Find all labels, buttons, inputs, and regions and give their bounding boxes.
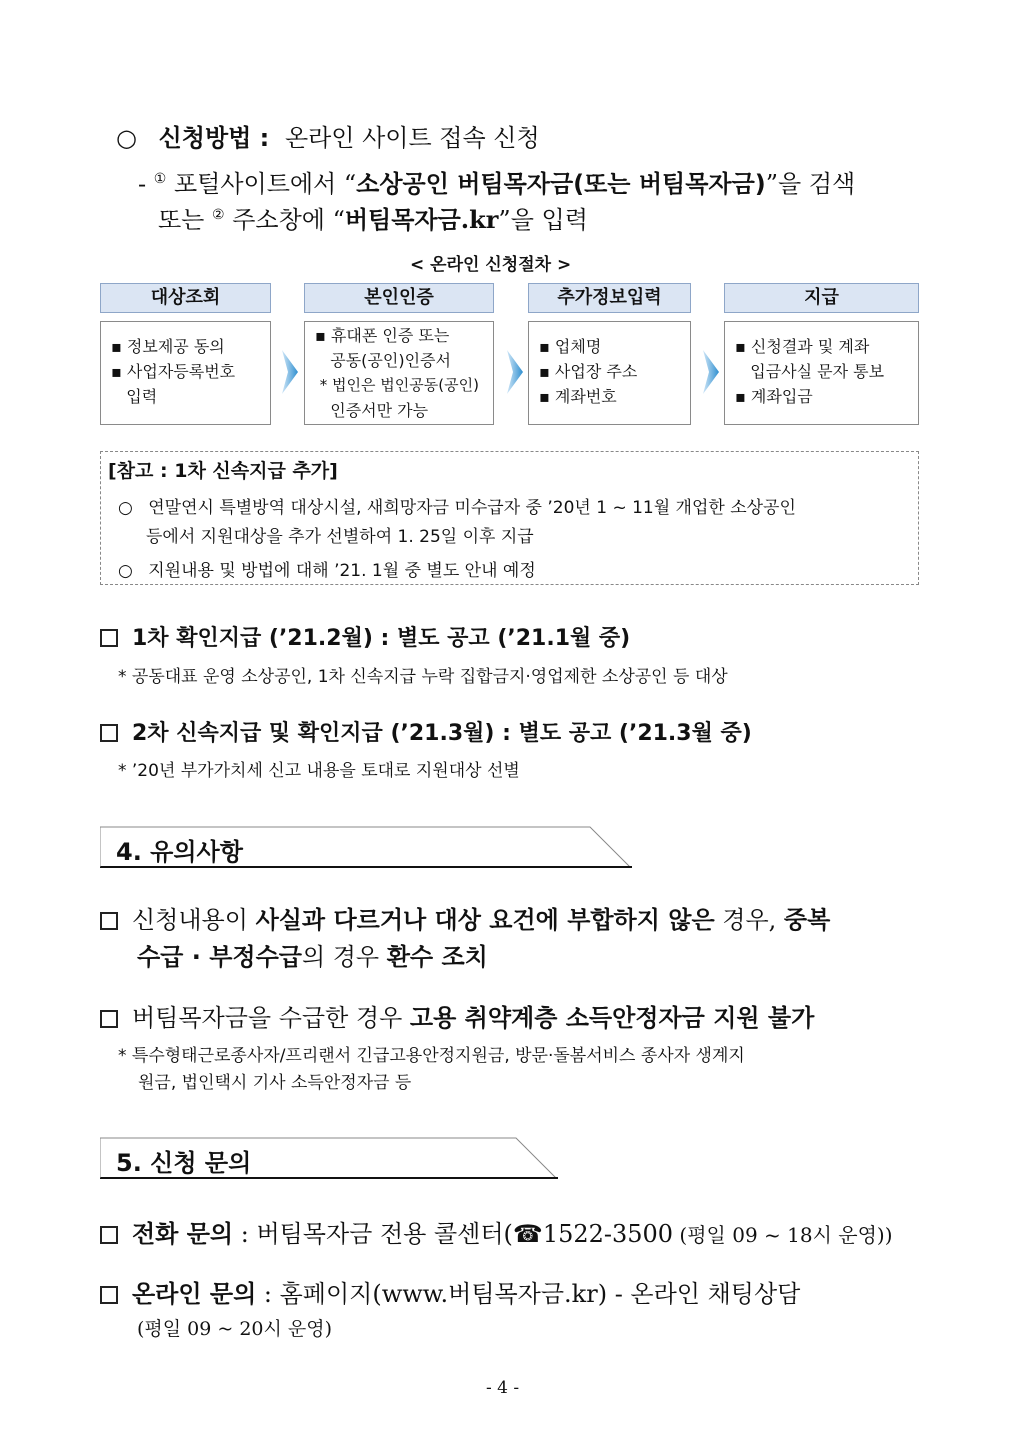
method-detail-text: 또는 bbox=[158, 206, 205, 234]
confirm2-note: * ’20년 부가가치세 신고 내용을 토대로 지원대상 선별 bbox=[118, 761, 520, 781]
step-line: ▪ 정보제공 동의 bbox=[111, 337, 225, 356]
text-bold: 환수 조치 bbox=[386, 943, 488, 971]
section4-item2-note-cont: 원금, 법인택시 기사 소득안정자금 등 bbox=[138, 1073, 412, 1093]
text-bold: 수급 · 부정수급 bbox=[137, 943, 302, 971]
phone-inquiry bbox=[100, 1214, 893, 1249]
online-hours: (평일 09 ~ 20시 운영) bbox=[137, 1318, 333, 1340]
online-label: 온라인 문의 bbox=[132, 1280, 257, 1308]
phone-hours: (평일 09 ~ 18시 운영)) bbox=[673, 1223, 893, 1247]
search-keyword: 소상공인 버팀목자금(또는 버팀목자금) bbox=[356, 170, 766, 198]
circled-two: ② bbox=[212, 207, 225, 223]
confirm2-title: 2차 신속지급 및 확인지급 (’21.3월) : 별도 공고 (’21.3월 중) bbox=[132, 721, 752, 746]
note-item-text: 연말연시 특별방역 대상시설, 새희망자금 미수급자 중 ’20년 1 ~ 11월 개업한 소상공인 bbox=[148, 498, 796, 518]
bullet-circle: ○ bbox=[118, 498, 133, 518]
step-head-2: 본인인증 bbox=[304, 283, 494, 313]
section4-item2-note: * 특수형태근로종사자/프리랜서 긴급고용안정지원금, 방문·돌봄서비스 종사자 생계지 bbox=[118, 1046, 745, 1066]
text-bold: 사실과 다르거나 대상 요건에 부합하지 않은 bbox=[255, 906, 715, 934]
step-line: 인증서만 가능 bbox=[315, 401, 429, 420]
section4-header bbox=[100, 826, 632, 870]
confirm1-note: * 공동대표 운영 소상공인, 1차 신속지급 누락 집합금지·영업제한 소상공인 등 대상 bbox=[118, 667, 728, 687]
checkbox-square-icon bbox=[100, 724, 118, 742]
method-label: 신청방법 : bbox=[158, 124, 270, 152]
method-line bbox=[116, 118, 540, 153]
method-detail-text: 주소창에 “ bbox=[232, 206, 345, 234]
method-detail-text: 포털사이트에서 “ bbox=[173, 170, 357, 198]
phone-text: : 버팀목자금 전용 콜센터( bbox=[233, 1220, 513, 1248]
step-line: ▪ 계좌입금 bbox=[735, 387, 813, 406]
checkbox-square-icon bbox=[100, 1226, 118, 1244]
phone-icon: ☎ bbox=[512, 1220, 543, 1248]
text-bold: 중복 bbox=[783, 906, 831, 934]
step-line: 입력 bbox=[111, 387, 158, 406]
page-number: - 4 - bbox=[486, 1378, 520, 1398]
step-line: ▪ 신청결과 및 계좌 bbox=[735, 337, 870, 356]
note-item-1 bbox=[118, 493, 796, 518]
text: 경우, bbox=[714, 906, 784, 934]
note-item-text: 지원내용 및 방법에 대해 ’21. 1월 중 별도 안내 예정 bbox=[148, 561, 536, 581]
circled-one: ① bbox=[153, 171, 167, 187]
method-detail-line1 bbox=[138, 164, 855, 199]
section4-item1-cont bbox=[137, 937, 488, 972]
flow-arrow-icon bbox=[282, 350, 298, 394]
section5-header bbox=[100, 1137, 558, 1181]
step-line: ▪ 업체명 bbox=[539, 337, 602, 356]
text-bold: 고용 취약계층 소득안정자금 지원 불가 bbox=[409, 1004, 815, 1032]
step-line: * 법인은 법인공동(공인) bbox=[315, 376, 479, 394]
note-item-1-cont: 등에서 지원대상을 추가 선별하여 1. 25일 이후 지급 bbox=[146, 527, 534, 547]
checkbox-square-icon bbox=[100, 1286, 118, 1304]
step-line: 입금사실 문자 통보 bbox=[735, 362, 885, 381]
procedure-title: < 온라인 신청절차 > bbox=[410, 255, 572, 275]
site-address: 버팀목자금.kr bbox=[344, 205, 499, 234]
step-head-4: 지급 bbox=[724, 283, 919, 313]
phone-number: 1522-3500 bbox=[542, 1220, 674, 1248]
online-text: : 홈페이지(www.버팀목자금.kr) - 온라인 채팅상담 bbox=[256, 1280, 801, 1308]
bullet-circle: ○ bbox=[118, 561, 133, 581]
step-line: ▪ 사업장 주소 bbox=[539, 362, 638, 381]
method-detail-line2 bbox=[158, 200, 588, 235]
step-box-2 bbox=[304, 321, 494, 425]
section4-title: 4. 유의사항 bbox=[116, 838, 243, 866]
step-head-3: 추가정보입력 bbox=[528, 283, 691, 313]
checkbox-square-icon bbox=[100, 912, 118, 930]
method-detail-text: ”을 검색 bbox=[765, 170, 856, 198]
section5-title: 5. 신청 문의 bbox=[116, 1149, 252, 1177]
step-head-1: 대상조회 bbox=[100, 283, 271, 313]
confirm1-heading bbox=[100, 621, 630, 652]
section4-item1 bbox=[100, 900, 830, 935]
step-line: ▪ 휴대폰 인증 또는 bbox=[315, 326, 450, 345]
dash: - bbox=[138, 170, 147, 198]
note-title: [참고 : 1차 신속지급 추가] bbox=[108, 460, 338, 482]
step-line: ▪ 사업자등록번호 bbox=[111, 362, 236, 381]
note-item-2 bbox=[118, 556, 536, 581]
checkbox-square-icon bbox=[100, 1010, 118, 1028]
step-line: 공동(공인)인증서 bbox=[315, 351, 451, 370]
step-box-1 bbox=[100, 321, 271, 425]
confirm2-heading bbox=[100, 716, 752, 747]
text: 버팀목자금을 수급한 경우 bbox=[132, 1004, 410, 1032]
phone-label: 전화 문의 bbox=[132, 1220, 234, 1248]
section4-item2 bbox=[100, 998, 814, 1033]
step-box-3 bbox=[528, 321, 691, 425]
confirm1-title: 1차 확인지급 (’21.2월) : 별도 공고 (’21.1월 중) bbox=[132, 626, 631, 651]
checkbox-square-icon bbox=[100, 629, 118, 647]
step-box-4 bbox=[724, 321, 919, 425]
bullet-circle: ○ bbox=[116, 124, 137, 152]
method-text: 온라인 사이트 접속 신청 bbox=[284, 124, 540, 152]
online-inquiry bbox=[100, 1274, 800, 1309]
text: 신청내용이 bbox=[132, 906, 256, 934]
step-line: ▪ 계좌번호 bbox=[539, 387, 617, 406]
flow-arrow-icon bbox=[703, 350, 719, 394]
text: 의 경우 bbox=[301, 943, 387, 971]
flow-arrow-icon bbox=[507, 350, 523, 394]
method-detail-text: ”을 입력 bbox=[498, 206, 588, 234]
